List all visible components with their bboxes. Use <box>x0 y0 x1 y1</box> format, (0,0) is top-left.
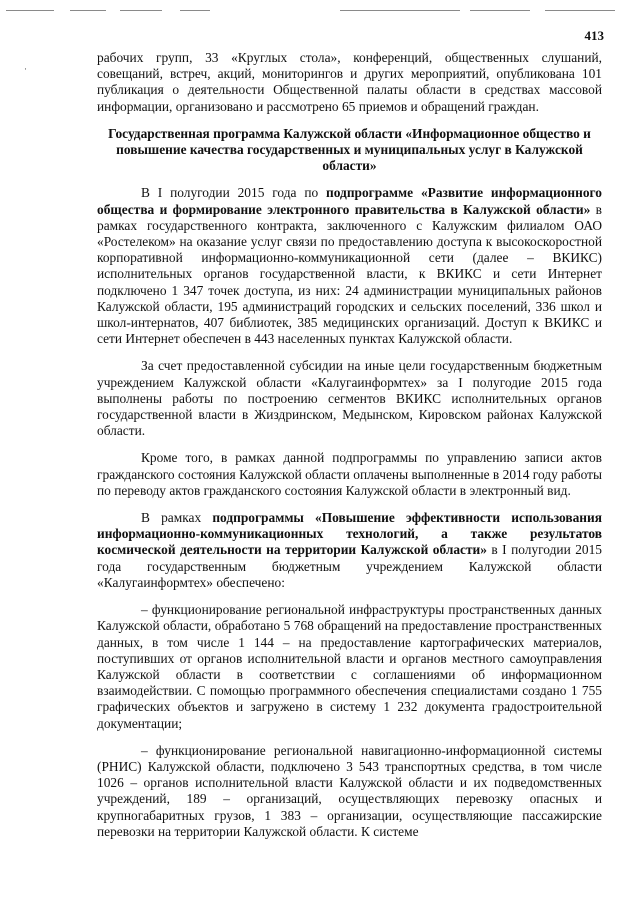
subprogram-title-bold: подпрограммы «Повышение эффективности использования информационно-коммуникационных технологий, а также результатов космической деятельности на территории Калужской области» <box>97 510 602 558</box>
paragraph-subsidy: За счет предоставленной субсидии на иные цели государственным бюджетным учреждением Калужской области «Калугаинформтех» за I полугодие 2015 года выполнены работы по построению сегментов ВКИКС исполнительных органов государственной власти в Жиздринском, Медынском, Кировском районах Калужской области. <box>97 358 602 439</box>
paragraph-subprogram-development <box>97 185 602 347</box>
paragraph-subprogram-ict <box>97 510 602 591</box>
list-item-spatial-data: – функционирование региональной инфраструктуры пространственных данных Калужской области, обработано 5 768 обращений на предоставление пространственных данных, в том числе 1 144 – на предоставление картографических материалов, поступивших от органов исполнительной власти и органов местного самоуправления Калужской области в соответствии с соглашениями об информационном взаимодействии. С помощью программного обеспечения специалистами создано 1 755 графических объектов и загружено в систему 1 232 документа градостроительной документации; <box>97 602 602 731</box>
paragraph-text-rest: в I полугодии 2015 года государственным бюджетным учреждением Калужской области «Калугаинформтех» обеспечено: <box>97 542 602 590</box>
section-heading: Государственная программа Калужской области «Информационное общество и повышение качества государственных и муниципальных услуг в Калужской области» <box>108 125 591 174</box>
paragraph-civil-records: Кроме того, в рамках данной подпрограммы по управлению записи актов гражданского состояния Калужской области оплачены выполненные в 2014 году работы по переводу актов гражданского состояния Калужской области в электронный вид. <box>97 450 602 498</box>
paragraph-text-rest: в рамках государственного контракта, заключенного с Калужским филиалом ОАО «Ростелеком» на оказание услуг связи по предоставлению доступа к высокоскоростной корпоративной информационно-коммуникационной сети (далее – ВКИКС) исполнительных органов государственной власти, к ВКИКС и сети Интернет подключено 1 347 точек доступа, из них: 24 администрации муниципальных районов Калужской области, 195 администраций городских и сельских поселений, 336 школ и школ-интернатов, 407 библиотек, 385 медицинских организаций. Доступ к ВКИКС и сети Интернет обеспечен в 443 населенных пунктах Калужской области. <box>97 201 603 347</box>
scan-artifact-strip <box>0 10 640 14</box>
intro-paragraph: рабочих групп, 33 «Круглых стола», конференций, общественных слушаний, совещаний, встреч, акций, мониторингов и других мероприятий, опубликована 101 публикация о деятельности Общественной палаты области в средствах массовой информации, организовано и рассмотрено 65 приемов и обращений граждан. <box>97 50 602 114</box>
subprogram-title-bold: подпрограмме «Развитие информационного общества и формирование электронного правительства в Калужской области» <box>97 185 602 217</box>
margin-mark: · <box>24 64 27 74</box>
list-item-navigation-system: – функционирование региональной навигационно-информационной системы (РНИС) Калужской области, подключено 3 543 транспортных средства, в том числе 1026 – органов исполнительной власти Калужской области и их подведомственных учреждений, 189 – организаций, осуществляющих перевозку опасных и крупногабаритных грузов, 1 383 – организации, осуществляющие пассажирские перевозки на территории Калужской области. К системе <box>97 742 602 839</box>
paragraph-text-start: В I полугодии 2015 года по <box>141 185 327 201</box>
paragraph-text-start: В рамках <box>141 510 213 526</box>
page-number: 413 <box>584 28 604 43</box>
document-body <box>97 50 602 851</box>
